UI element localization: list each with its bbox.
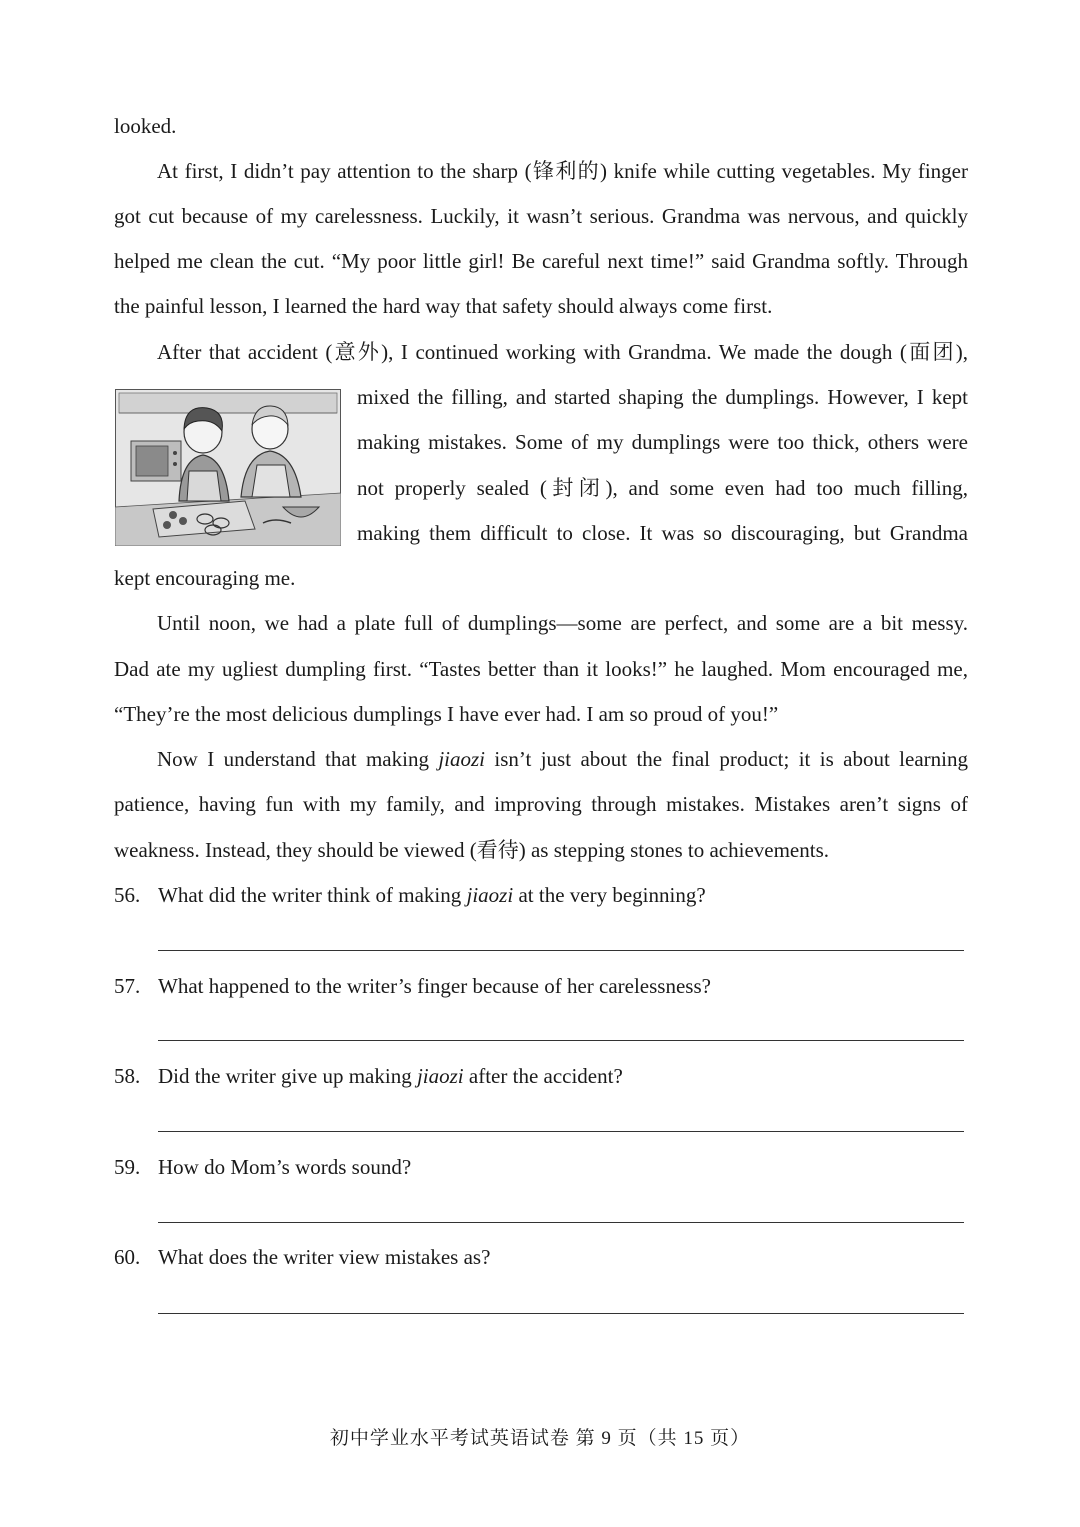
answer-line[interactable]: [158, 1040, 964, 1041]
answer-line[interactable]: [158, 1131, 964, 1132]
passage-line: At first, I didn’t pay attention to the sharp (锋利的) knife while cutting vegetables. My finger: [157, 159, 968, 183]
passage-line: making them difficult to close. It was so discouraging, but Grandma: [357, 521, 968, 545]
question-part: How do Mom’s words sound?: [158, 1155, 412, 1179]
question-number: 57.: [114, 974, 141, 998]
passage-line: helped me clean the cut. “My poor little girl! Be careful next time!” said Grandma softly. Through: [114, 249, 968, 273]
italic-word: jiaozi: [416, 1064, 464, 1088]
passage-line: “They’re the most delicious dumplings I have ever had. I am so proud of you!”: [114, 702, 779, 726]
cooking-illustration: [115, 389, 341, 546]
passage-line: got cut because of my carelessness. Luckily, it wasn’t serious. Grandma was nervous, and quickly: [114, 204, 968, 228]
passage-line: the painful lesson, I learned the hard way that safety should always come first.: [114, 294, 773, 318]
question-part: at the very beginning?: [513, 883, 706, 907]
question-text: [158, 881, 706, 909]
question-number: 56.: [114, 883, 141, 907]
question-part: What does the writer view mistakes as?: [158, 1245, 491, 1269]
question-text: [158, 1243, 490, 1271]
italic-word: jiaozi: [466, 883, 514, 907]
passage-text: isn’t just about the final product; it is about learning: [485, 747, 968, 771]
question-text: [158, 972, 711, 1000]
passage-text: Now I understand that making: [157, 747, 439, 771]
passage-line: not properly sealed (封闭), and some even had too much filling,: [357, 476, 968, 500]
passage-line: kept encouraging me.: [114, 566, 296, 590]
question-text: [158, 1153, 411, 1181]
question-number: 59.: [114, 1155, 141, 1179]
passage-line: [157, 745, 968, 773]
passage-line: making mistakes. Some of my dumplings were too thick, others were: [357, 430, 968, 454]
passage-line: mixed the filling, and started shaping the dumplings. However, I kept: [357, 385, 968, 409]
passage-line: Until noon, we had a plate full of dumplings—some are perfect, and some are a bit messy.: [157, 611, 968, 635]
answer-line[interactable]: [158, 1222, 964, 1223]
passage-line: looked.: [114, 114, 177, 138]
question-text: [158, 1062, 623, 1090]
passage-line: Dad ate my ugliest dumpling first. “Tastes better than it looks!” he laughed. Mom encouraged me,: [114, 657, 968, 681]
question-part: What happened to the writer’s finger because of her carelessness?: [158, 974, 711, 998]
answer-line[interactable]: [158, 950, 964, 951]
passage-line: weakness. Instead, they should be viewed (看待) as stepping stones to achievements.: [114, 838, 829, 862]
question-number: 60.: [114, 1245, 141, 1269]
passage-line: patience, having fun with my family, and improving through mistakes. Mistakes aren’t signs of: [114, 792, 968, 816]
passage-line: After that accident (意外), I continued working with Grandma. We made the dough (面团),: [157, 340, 968, 364]
question-number: 58.: [114, 1064, 141, 1088]
italic-word: jiaozi: [438, 747, 486, 771]
question-part: after the accident?: [463, 1064, 623, 1088]
page-footer: 初中学业水平考试英语试卷 第 9 页（共 15 页）: [329, 1428, 751, 1449]
question-part: What did the writer think of making: [158, 883, 467, 907]
answer-line[interactable]: [158, 1313, 964, 1314]
question-part: Did the writer give up making: [158, 1064, 417, 1088]
